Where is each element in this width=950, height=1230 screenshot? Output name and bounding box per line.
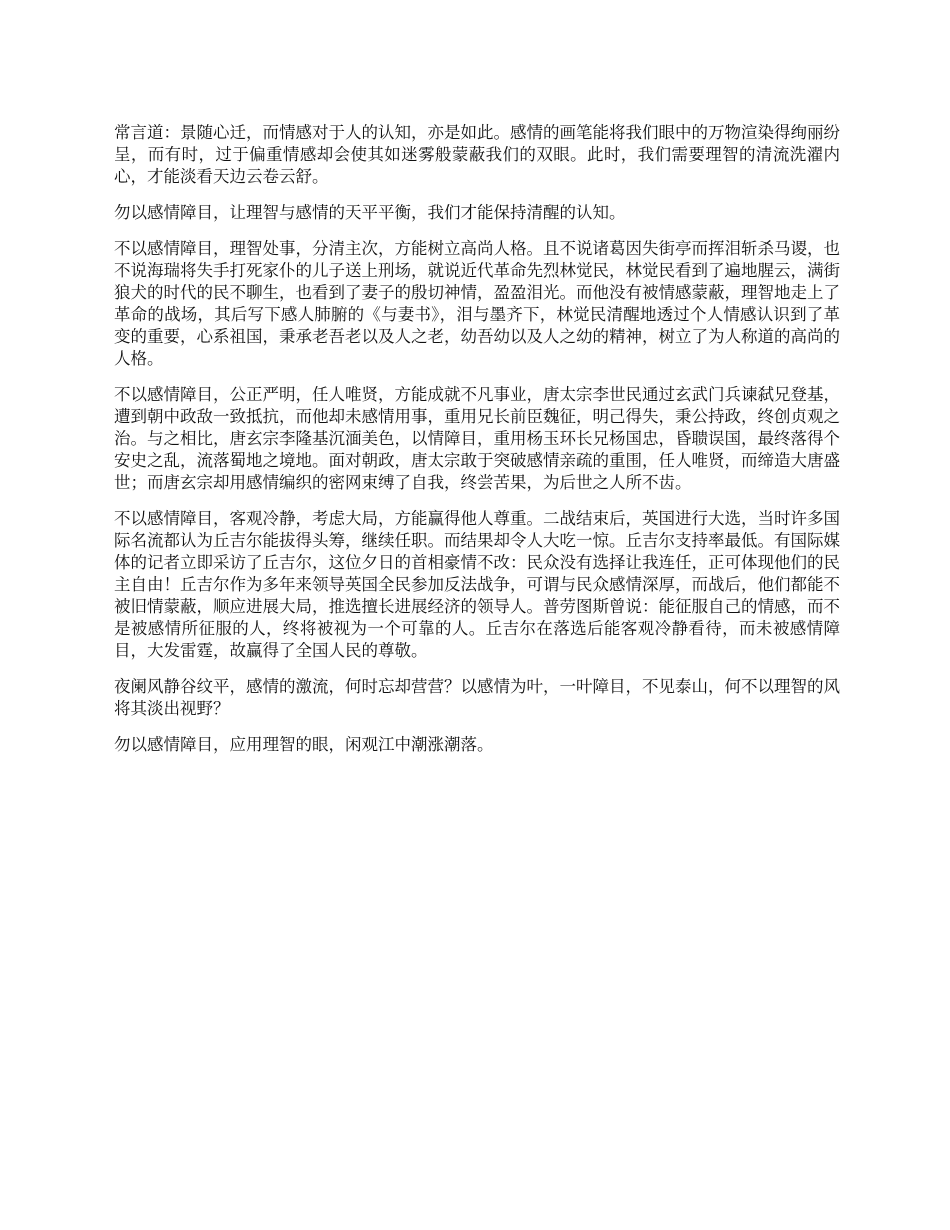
- paragraph-conclusion: 勿以感情障目，应用理智的眼，闲观江中潮涨潮落。: [114, 735, 494, 754]
- paragraph-reflection: 夜阑风静谷纹平，感情的激流，何时忘却营营？以感情为叶，一叶障目，不见泰山，何不以理智的风将其淡出视野？: [114, 677, 840, 718]
- document-body: [114, 122, 840, 770]
- paragraph-intro: 常言道：景随心迁，而情感对于人的认知，亦是如此。感情的画笔能将我们眼中的万物渲染得绚丽纷呈，而有时，过于偏重情感却会使其如迷雾般蒙蔽我们的双眼。此时，我们需要理智的清流洗濯内心，才能淡看天边云卷云舒。: [114, 123, 840, 186]
- paragraph-lin-juemin: 不以感情障目，理智处事，分清主次，方能树立高尚人格。且不说诸葛因失街亭而挥泪斩杀马谡，也不说海瑞将失手打死家仆的儿子送上刑场，就说近代革命先烈林觉民，林觉民看到了遍地腥云，满街狼犬的时代的民不聊生，也看到了妻子的殷切神情，盈盈泪光。而他没有被情感蒙蔽，理智地走上了革命的战场，其后写下感人肺腑的《与妻书》，泪与墨齐下，林觉民清醒地透过个人情感认识到了革变的重要，心系祖国，秉承老吾老以及人之老，幼吾幼以及人之幼的精神，树立了为人称道的高尚的人格。: [114, 239, 840, 368]
- paragraph-thesis: 勿以感情障目，让理智与感情的天平平衡，我们才能保持清醒的认知。: [114, 203, 626, 222]
- paragraph-tang-emperors: 不以感情障目，公正严明，任人唯贤，方能成就不凡事业，唐太宗李世民通过玄武门兵谏弑兄登基，遭到朝中政敌一致抵抗，而他却未感情用事，重用兄长前臣魏征，明己得失，秉公持政，终创贞观之治。与之相比，唐玄宗李隆基沉湎美色，以情障目，重用杨玉环长兄杨国忠，昏聩误国，最终落得个安史之乱，流落蜀地之境地。面对朝政，唐太宗敢于突破感情亲疏的重围，任人唯贤，而缔造大唐盛世；而唐玄宗却用感情编织的密网束缚了自我，终尝苦果，为后世之人所不齿。: [114, 385, 840, 492]
- paragraph-churchill: 不以感情障目，客观冷静，考虑大局，方能赢得他人尊重。二战结束后，英国进行大选，当时许多国际名流都认为丘吉尔能拔得头筹，继续任职。而结果却令人大吃一惊。丘吉尔支持率最低。有国际媒体的记者立即采访了丘吉尔，这位夕日的首相豪情不改：民众没有选择让我连任，正可体现他们的民主自由！丘吉尔作为多年来领导英国全民参加反法战争，可谓与民众感情深厚，而战后，他们都能不被旧情蒙蔽，顺应进展大局，推选擅长进展经济的领导人。普劳图斯曾说：能征服自己的情感，而不是被感情所征服的人，终将被视为一个可靠的人。丘吉尔在落选后能客观冷静看待，而未被感情障目，大发雷霆，故赢得了全国人民的尊敬。: [114, 509, 840, 660]
